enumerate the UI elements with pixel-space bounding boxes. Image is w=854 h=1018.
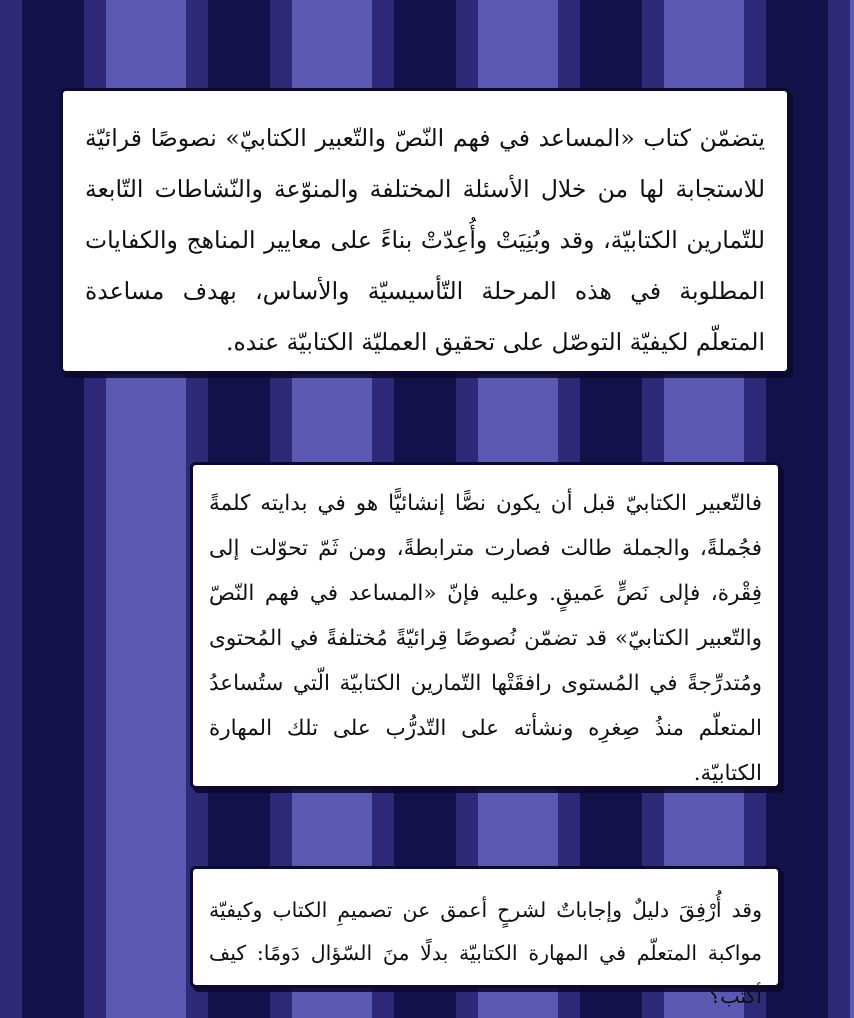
- writing-stages-panel: [190, 462, 781, 789]
- guide-paragraph: وقد أُرْفِقَ دليلٌ وإجاباتٌ لشرحٍ أعمق عن تصميمِ الكتاب وكيفيّة مواكبة المتعلّم في المهارة الكتابيّة بدلًا منَ السّؤال دَومًا: كيف أكتب؟: [209, 898, 762, 1008]
- intro-panel: [60, 88, 790, 374]
- intro-paragraph: يتضمّن كتاب «المساعد في فهم النّصّ والتّعبير الكتابيّ» نصوصًا قرائيّة للاستجابة لها من خلال الأسئلة المختلفة والمنوّعة والنّشاطات التّابعة للتّمارين الكتابيّة، وقد وبُنِيَتْ وأُعِدّتْ بناءً على معايير المناهج والكفايات المطلوبة في هذه المرحلة التّأسيسيّة والأساس، بهدف مساعدة المتعلّم لكيفيّة التوصّل على تحقيق العمليّة الكتابيّة عنده.: [85, 124, 765, 356]
- writing-stages-paragraph: فالتّعبير الكتابيّ قبل أن يكون نصًّا إنشائيًّا هو في بدايته كلمةً فجُملةً، والجملة طالت فصارت مترابطةً، ومن ثَمّ تحوّلت إلى فِقْرة، فإلى نَصٍّ عَميقٍ. وعليه فإنّ «المساعد في فهم النّصّ والتّعبير الكتابيّ» قد تضمّن نُصوصًا قِرائيّةً مُختلفةً في المُحتوى ومُتدرِّجةً في المُستوى رافقَتْها التّمارين الكتابيّة الّتي ستُساعدُ المتعلّم منذُ صِغرِه ونشأته على التّدرُّب على تلك المهارة الكتابيّة.: [209, 491, 762, 786]
- guide-panel: [190, 866, 781, 1008]
